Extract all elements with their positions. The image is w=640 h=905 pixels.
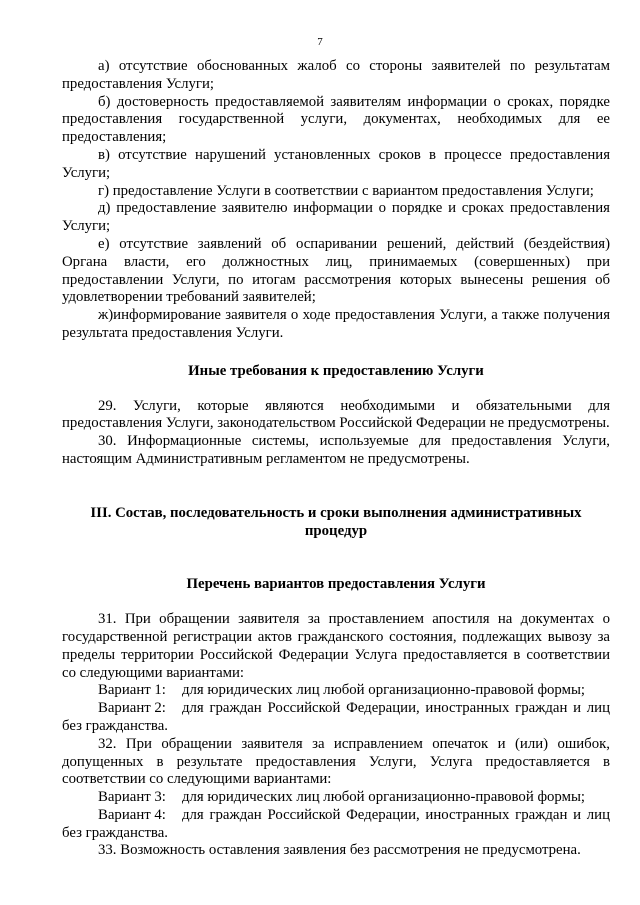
criterion-v: в) отсутствие нарушений установленных сроков в процессе предоставления Услуги; <box>62 146 610 181</box>
heading-variants-list: Перечень вариантов предоставления Услуги <box>186 576 486 593</box>
variant-2-text: для граждан Российской Федерации, иностранных граждан и лиц без гражданства. <box>62 700 610 734</box>
section-3-heading: III. Состав, последовательность и сроки выполнения административных процедур <box>90 504 582 539</box>
page-number: 7 <box>317 36 323 48</box>
criterion-zh: ж)информирование заявителя о ходе предоставления Услуги, а также получения результата предоставления Услуги. <box>62 307 610 341</box>
paragraph-31: 31. При обращении заявителя за проставлением апостиля на документах о государственной регистрации актов гражданского состояния, подлежащих вывозу за пределы территории Российской Федерации Услуга предоставляется в соответствии со следующими вариантами: <box>62 611 610 681</box>
variant-1-text: для юридических лиц любой организационно-правовой формы; <box>182 682 586 699</box>
paragraph-29: 29. Услуги, которые являются необходимыми и обязательными для предоставления Услуги, законодательством Российской Федерации не предусмотрены. <box>62 397 610 432</box>
variant-3 <box>62 789 610 807</box>
variant-3-label: Вариант 3: <box>98 789 166 806</box>
criterion-a: а) отсутствие обоснованных жалоб со стороны заявителей по результатам предоставления Услуги; <box>62 58 610 92</box>
variant-4-label: Вариант 4: <box>98 806 166 823</box>
criterion-b: б) достоверность предоставляемой заявителям информации о сроках, порядке предоставления государственной услуги, документах, необходимых для ее предоставления; <box>62 93 610 146</box>
heading-other-requirements: Иные требования к предоставлению Услуги <box>188 362 484 379</box>
variant-4-text: для граждан Российской Федерации, иностранных граждан и лиц без гражданства. <box>62 806 610 841</box>
criterion-d: д) предоставление заявителю информации о порядке и сроках предоставления Услуги; <box>62 200 610 235</box>
paragraph-33: 33. Возможность оставления заявления без рассмотрения не предусмотрена. <box>98 842 581 859</box>
variant-2 <box>62 700 610 736</box>
document-body <box>62 58 610 860</box>
variant-1 <box>62 682 610 700</box>
criterion-g: г) предоставление Услуги в соответствии с вариантом предоставления Услуги; <box>98 182 594 199</box>
variant-1-label: Вариант 1: <box>98 682 166 699</box>
variant-2-label: Вариант 2: <box>98 700 166 717</box>
paragraph-32: 32. При обращении заявителя за исправлением опечаток и (или) ошибок, допущенных в результате предоставления Услуги, Услуга предоставляется в соответствии со следующими вариантами: <box>62 735 610 788</box>
variant-3-text: для юридических лиц любой организационно-правовой формы; <box>182 789 586 806</box>
criterion-e: е) отсутствие заявлений об оспаривании решений, действий (бездействия) Органа власти, его должностных лиц, принимаемых (совершенных) при предоставлении Услуги, по итогам рассмотрения которых вынесены решения об удовлетворении требований заявителей; <box>62 235 610 306</box>
variant-4 <box>62 807 610 843</box>
paragraph-30: 30. Информационные системы, используемые для предоставления Услуги, настоящим Административным регламентом не предусмотрены. <box>62 433 610 467</box>
